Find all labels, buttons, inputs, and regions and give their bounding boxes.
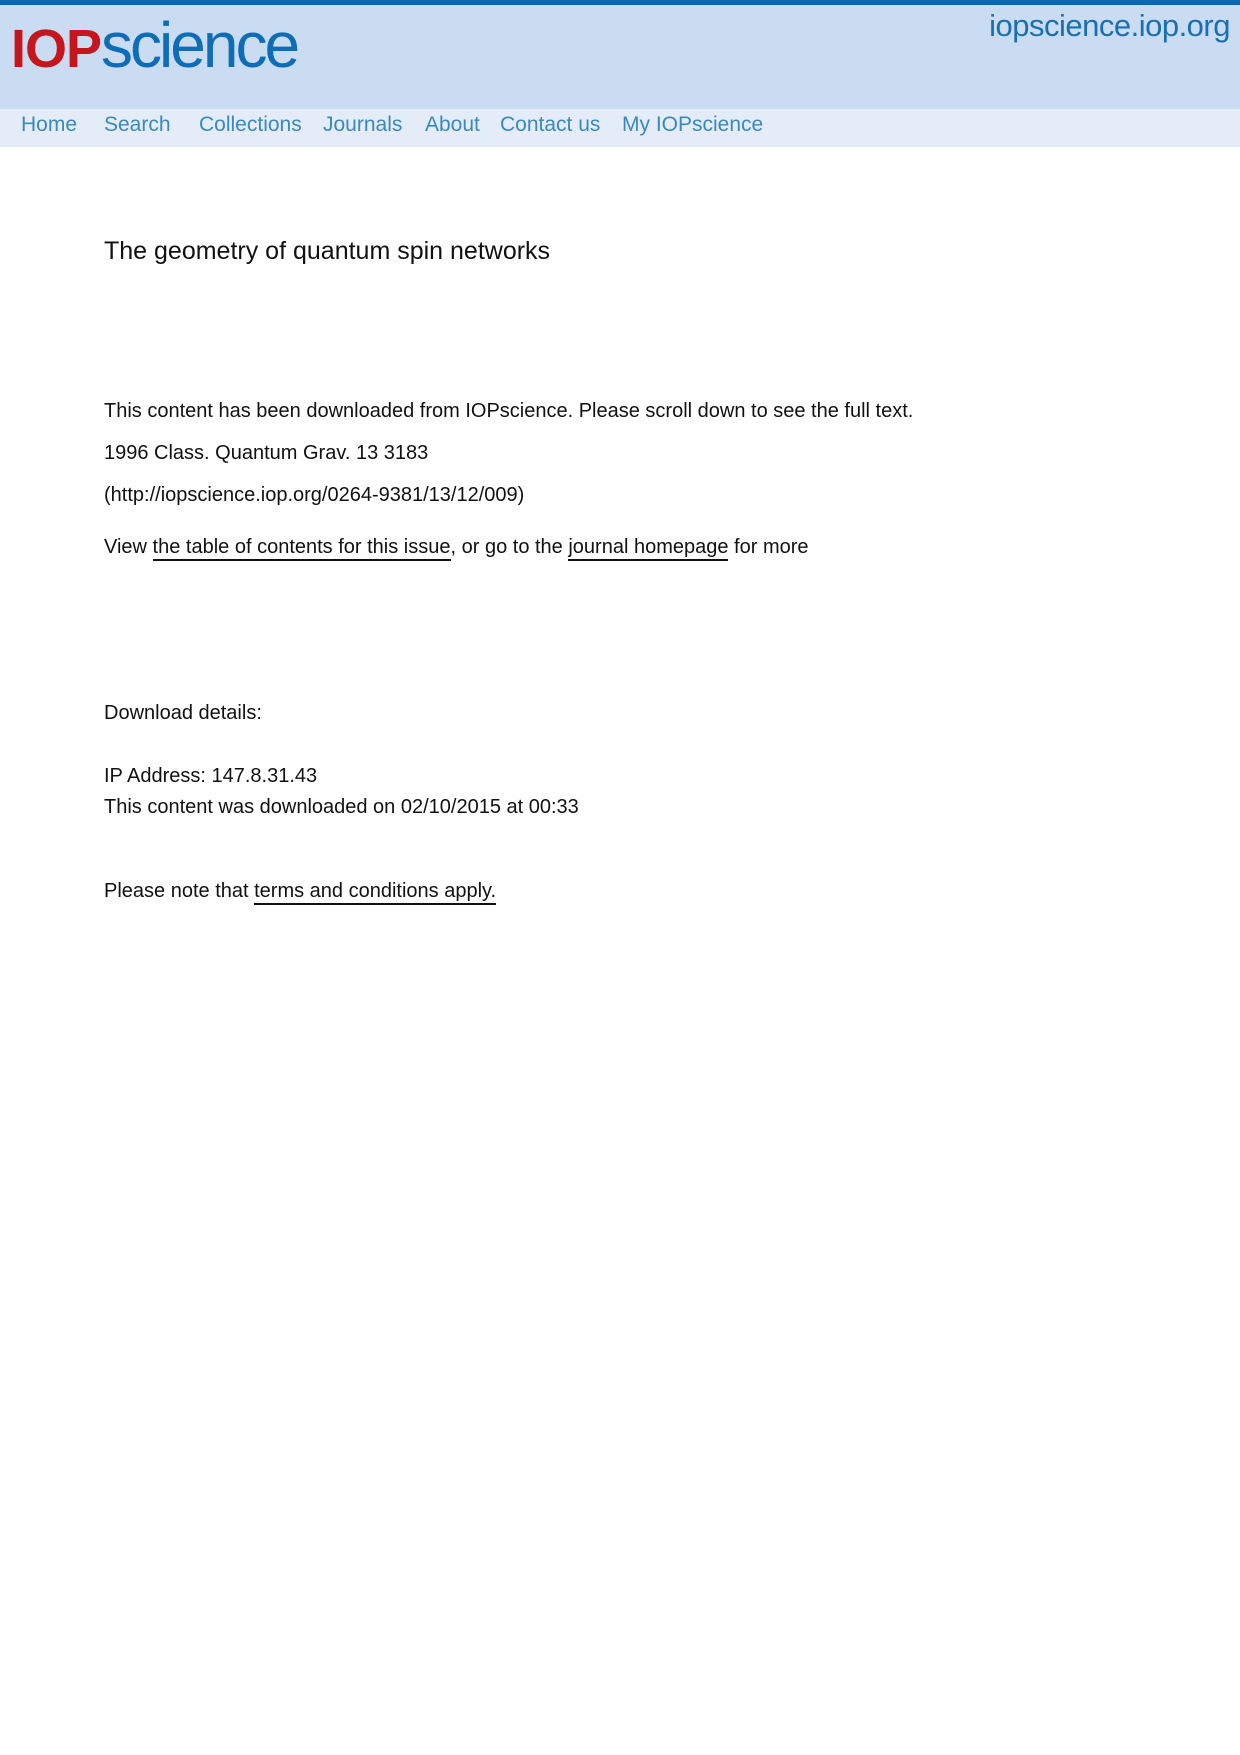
iopscience-logo[interactable] xyxy=(11,5,297,85)
download-details-heading: Download details: xyxy=(104,702,262,724)
view-prefix: View xyxy=(104,536,153,558)
download-date: This content was downloaded on 02/10/2015 at 00:33 xyxy=(104,796,579,818)
site-url[interactable]: iopscience.iop.org xyxy=(989,8,1230,43)
view-suffix: for more xyxy=(728,536,809,558)
journal-homepage-link[interactable]: journal homepage xyxy=(568,536,728,561)
terms-line xyxy=(104,880,496,903)
article-title: The geometry of quantum spin networks xyxy=(104,237,551,265)
table-of-contents-link[interactable]: the table of contents for this issue xyxy=(153,536,451,561)
logo-iop-text: IOP xyxy=(11,19,102,79)
nav-journals[interactable]: Journals xyxy=(323,113,403,136)
terms-prefix: Please note that xyxy=(104,880,255,902)
nav-search[interactable]: Search xyxy=(104,113,171,136)
view-links-line xyxy=(104,536,809,559)
nav-my-iopscience[interactable]: My IOPscience xyxy=(622,113,764,136)
ip-address: IP Address: 147.8.31.43 xyxy=(104,765,318,787)
article-url: (http://iopscience.iop.org/0264-9381/13/12/009) xyxy=(104,484,525,506)
terms-and-conditions-link[interactable]: terms and conditions apply. xyxy=(254,880,496,905)
view-middle: , or go to the xyxy=(450,536,569,558)
nav-about[interactable]: About xyxy=(425,113,480,136)
nav-contact-us[interactable]: Contact us xyxy=(500,113,601,136)
site-header xyxy=(0,0,1240,109)
article-citation: 1996 Class. Quantum Grav. 13 3183 xyxy=(104,442,429,464)
nav-home[interactable]: Home xyxy=(21,113,78,136)
logo-science-text: science xyxy=(101,9,298,81)
nav-bar xyxy=(0,109,1240,147)
download-notice: This content has been downloaded from IOPscience. Please scroll down to see the full text. xyxy=(104,400,914,422)
nav-collections[interactable]: Collections xyxy=(199,113,302,136)
